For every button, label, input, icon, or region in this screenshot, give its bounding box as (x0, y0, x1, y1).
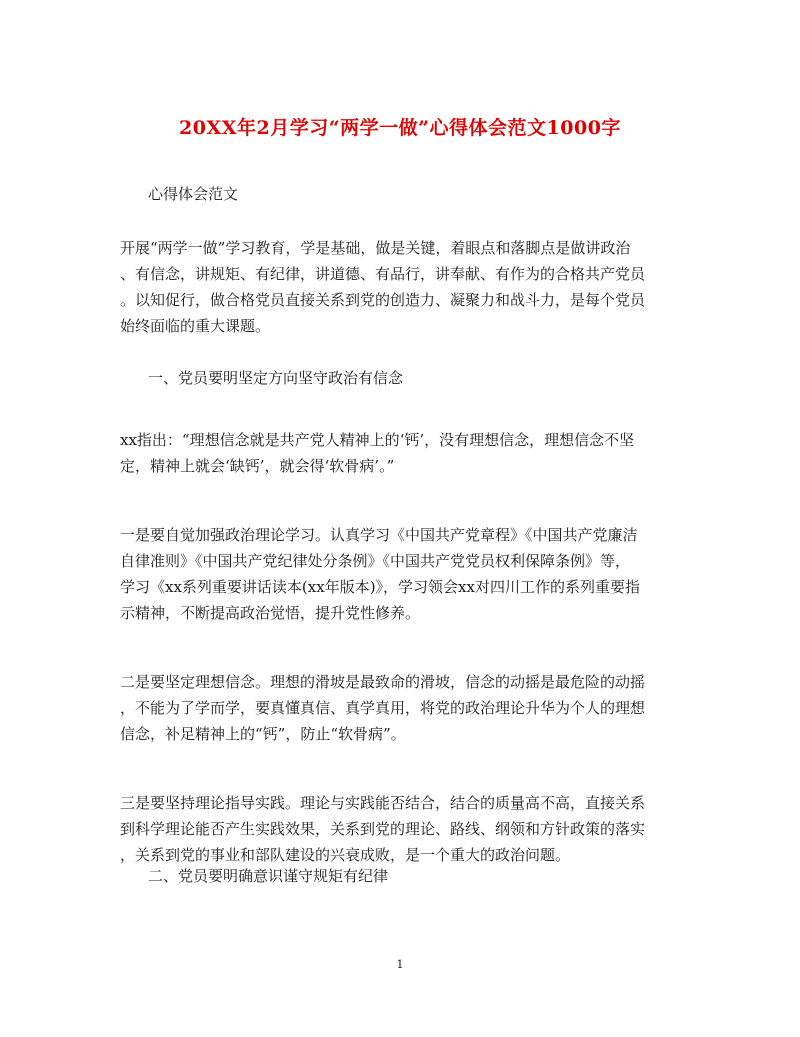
paragraph-line: 学习《xx系列重要讲话读本(xx年版本)》，学习领会xx对四川工作的系列重要指 (120, 578, 640, 596)
paragraph-line: 。以知促行，做合格党员直接关系到党的创造力、凝聚力和战斗力，是每个党员 (120, 291, 646, 309)
intro-paragraph (120, 235, 682, 339)
quote-paragraph (120, 427, 682, 479)
paragraph-line: 开展“两学一做”学习教育，学是基础，做是关键，着眼点和落脚点是做讲政治 (120, 239, 631, 257)
paragraph-line: xx指出：“理想信念就是共产党人精神上的‘钙’，没有理想信念，理想信念不坚 (120, 431, 635, 449)
paragraph-line: 始终面临的重大课题。 (120, 317, 271, 335)
document-title: 20XX年2月学习“两学一做”心得体会范文1000字 (179, 117, 621, 139)
paragraph-line: 定，精神上就会‘缺钙’，就会得‘软骨病’。” (120, 457, 395, 475)
section-heading-2: 二、党员要明确意识谨守规矩有纪律 (148, 867, 389, 885)
paragraph-line: 示精神，不断提高政治觉悟，提升党性修养。 (120, 604, 421, 622)
paragraph-line: ，不能为了学而学，要真懂真信、真学真用，将党的政治理论升华为个人的理想 (120, 699, 646, 717)
section-heading-1: 一、党员要明坚定方向坚守政治有信念 (148, 369, 404, 387)
paragraph-line: 一是要自觉加强政治理论学习。认真学习《中国共产党章程》《中国共产党廉洁 (120, 526, 638, 544)
paragraph-line: 自律准则》《中国共产党纪律处分条例》《中国共产党党员权利保障条例》等， (120, 552, 631, 570)
page-number: 1 (396, 958, 404, 971)
paragraph-line: 信念，补足精神上的“钙”，防止“软骨病”。 (120, 725, 406, 743)
paragraph-practice (120, 790, 682, 868)
paragraph-line: 到科学理论能否产生实践效果，关系到党的理论、路线、纲领和方针政策的落实 (120, 820, 646, 838)
paragraph-belief (120, 669, 682, 747)
paragraph-line: 三是要坚持理论指导实践。理论与实践能否结合，结合的质量高不高，直接关系 (120, 794, 646, 812)
paragraph-line: 、有信念，讲规矩、有纪律，讲道德、有品行，讲奉献、有作为的合格共产党员 (120, 265, 646, 283)
document-subtitle: 心得体会范文 (148, 185, 239, 203)
paragraph-line: 二是要坚定理想信念。理想的滑坡是最致命的滑坡，信念的动摇是最危险的动摇 (120, 673, 646, 691)
paragraph-line: ，关系到党的事业和部队建设的兴衰成败，是一个重大的政治问题。 (120, 846, 571, 864)
paragraph-study (120, 522, 682, 626)
